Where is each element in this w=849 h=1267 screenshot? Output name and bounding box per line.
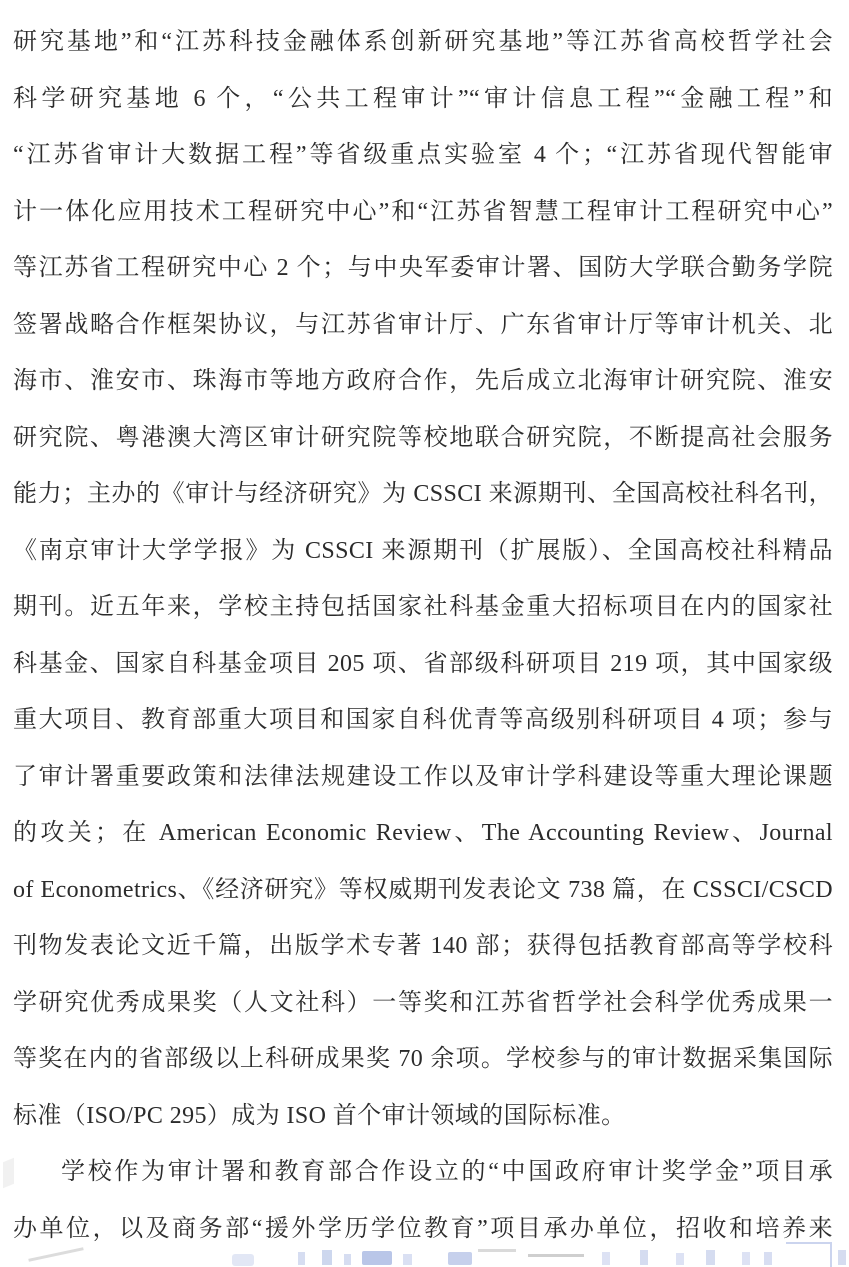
watermark-fragment: [322, 1250, 332, 1265]
text-line: 《南京审计大学学报》为 CSSCI 来源期刊（扩展版）、全国高校社科精品: [13, 537, 833, 564]
watermark-fragment: [232, 1254, 254, 1266]
watermark-fragment: [298, 1252, 305, 1265]
text-line: 刊物发表论文近千篇，出版学术专著 140 部；获得包括教育部高等学校科: [13, 933, 833, 959]
watermark-fragment: [403, 1254, 412, 1265]
text-line: 等奖在内的省部级以上科研成果奖 70 余项。学校参与的审计数据采集国际: [13, 1046, 833, 1072]
watermark-fragment: [528, 1254, 584, 1257]
watermark-fragment: [362, 1251, 392, 1265]
text-line: 期刊。近五年来，学校主持包括国家社科基金重大招标项目在内的国家社: [13, 594, 833, 620]
text-line: 办单位，以及商务部“援外学历学位教育”项目承办单位，招收和培养来: [13, 1215, 833, 1242]
watermark-fragment: [3, 1158, 14, 1188]
watermark-fragment: [838, 1250, 846, 1265]
text-line: 计一体化应用技术工程研究中心”和“江苏省智慧工程审计工程研究中心”: [13, 198, 833, 225]
watermark-fragment: [640, 1250, 648, 1265]
text-line: 科学研究基地 6 个，“公共工程审计”“审计信息工程”“金融工程”和: [13, 85, 833, 112]
text-line: 签署战略合作框架协议，与江苏省审计厅、广东省审计厅等审计机关、北: [13, 311, 833, 338]
text-block: [13, 14, 833, 1257]
text-line: 等江苏省工程研究中心 2 个；与中央军委审计署、国防大学联合勤务学院: [13, 255, 833, 281]
text-line: 研究院、粤港澳大湾区审计研究院等校地联合研究院，不断提高社会服务: [13, 424, 833, 451]
watermark-fragment: [478, 1249, 516, 1252]
text-line: 学研究优秀成果奖（人文社科）一等奖和江苏省哲学社会科学优秀成果一: [13, 989, 833, 1016]
text-line: 了审计署重要政策和法律法规建设工作以及审计学科建设等重大理论课题: [13, 763, 833, 790]
watermark-fragment: [742, 1252, 750, 1265]
watermark-fragment: [764, 1252, 772, 1265]
text-line: 的攻关；在 American Economic Review、The Accounting Review、Journal: [13, 820, 833, 846]
text-line-paragraph-start: 学校作为审计署和教育部合作设立的“中国政府审计奖学金”项目承: [61, 1159, 833, 1185]
watermark-fragment: [602, 1252, 610, 1265]
text-line: 海市、淮安市、珠海市等地方政府合作，先后成立北海审计研究院、淮安: [13, 368, 833, 394]
text-line: 能力；主办的《审计与经济研究》为 CSSCI 来源期刊、全国高校社科名刊，: [13, 481, 833, 507]
text-line: “江苏省审计大数据工程”等省级重点实验室 4 个；“江苏省现代智能审: [13, 142, 833, 168]
text-line: 重大项目、教育部重大项目和国家自科优青等高级别科研项目 4 项；参与: [13, 707, 833, 733]
watermark-fragment: [344, 1254, 351, 1265]
watermark-fragment: [676, 1253, 684, 1265]
watermark-fragment: [706, 1250, 715, 1265]
text-line: 科基金、国家自科基金项目 205 项、省部级科研项目 219 项，其中国家级: [13, 650, 833, 677]
watermark-fragment: [786, 1242, 832, 1267]
watermark-fragment: [448, 1252, 472, 1265]
text-line: of Econometrics、《经济研究》等权威期刊发表论文 738 篇，在 CSSCI/CSCD: [13, 876, 833, 903]
text-line: 研究基地”和“江苏科技金融体系创新研究基地”等江苏省高校哲学社会: [13, 29, 833, 55]
text-line-paragraph-end: 标准（ISO/PC 295）成为 ISO 首个审计领域的国际标准。: [13, 1102, 626, 1129]
